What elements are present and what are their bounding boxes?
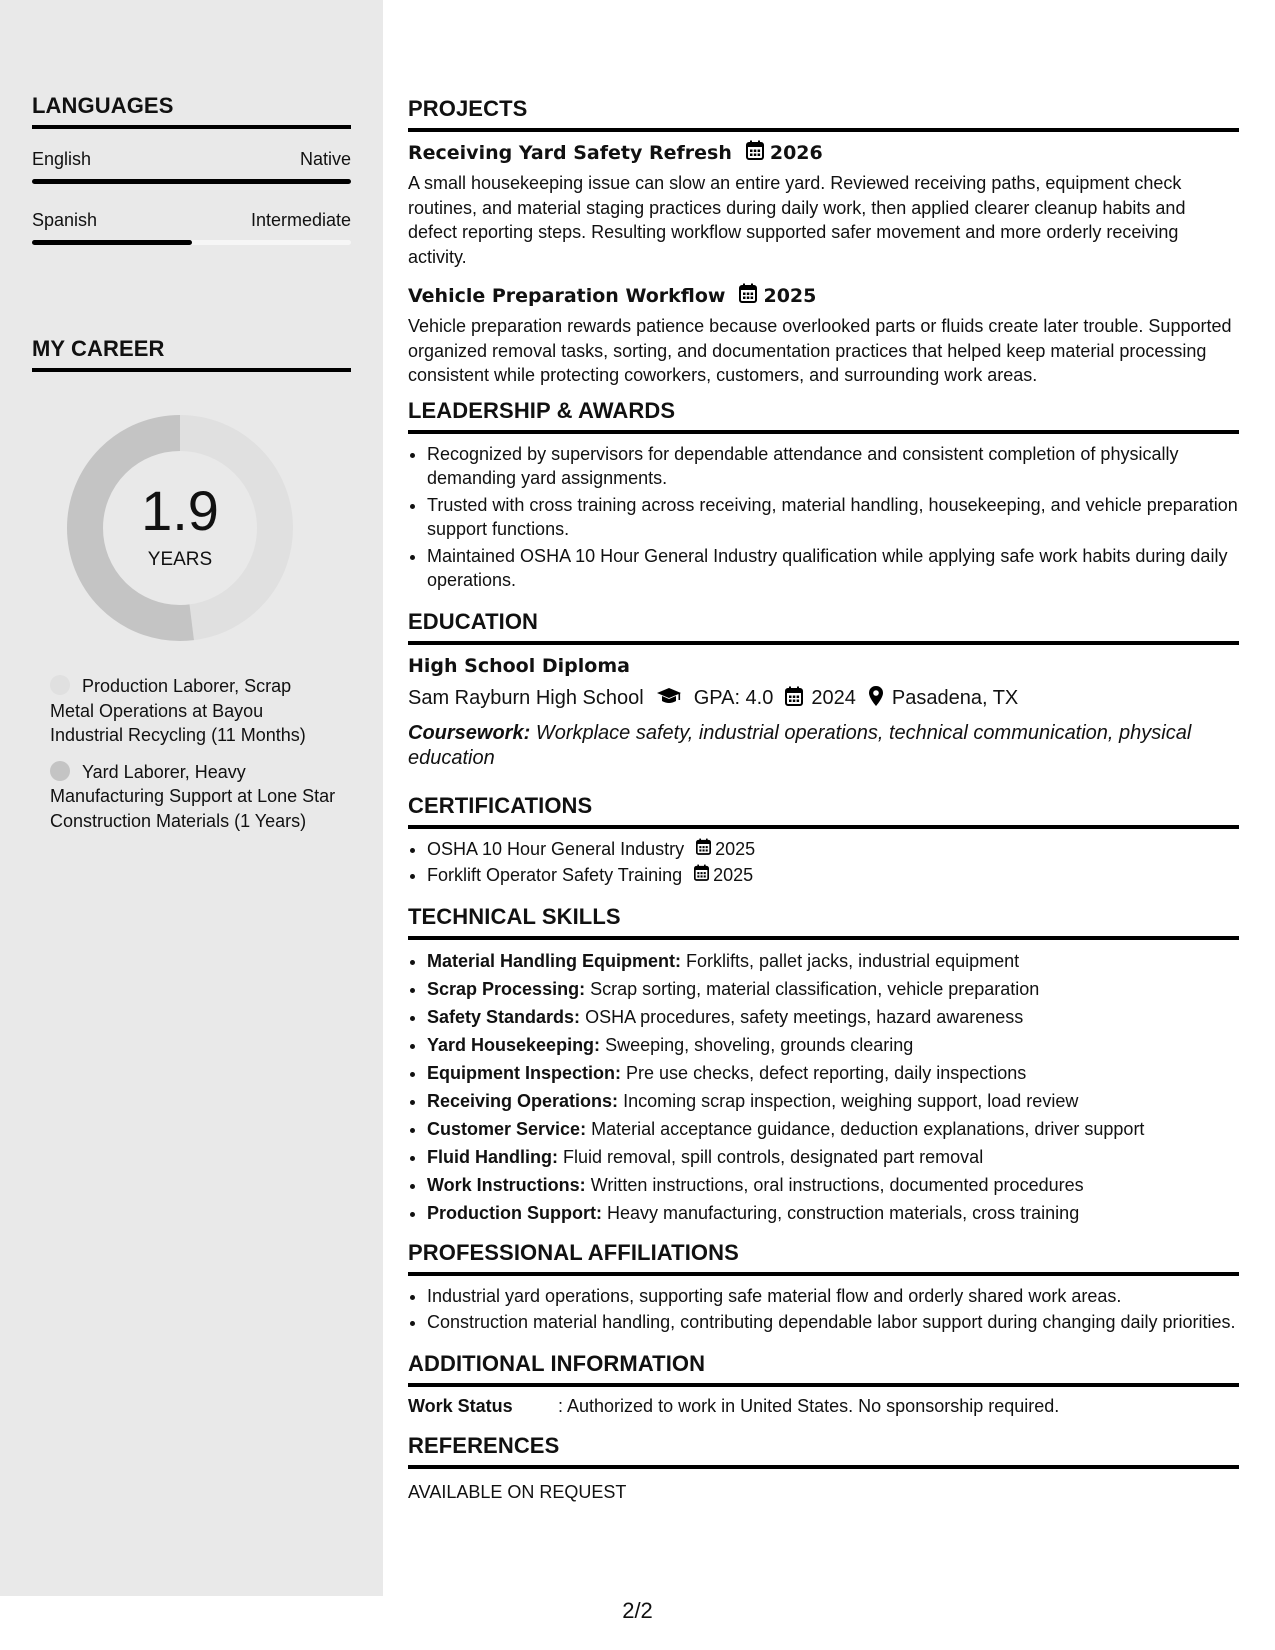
- legend-dot-icon: [50, 675, 70, 695]
- skill-item: [427, 1060, 1239, 1086]
- language-proficiency-bar: [32, 179, 351, 184]
- career-years-unit: YEARS: [147, 549, 213, 570]
- project-year: 2025: [763, 284, 817, 307]
- work-status-value: : Authorized to work in United States. No sponsorship required.: [558, 1395, 1060, 1416]
- legend-dot-icon: [50, 761, 70, 781]
- affiliation-item: • Industrial yard operations, supporting safe material flow and orderly shared work areas.: [427, 1284, 1239, 1309]
- skill-value: Incoming scrap inspection, weighing support, load review: [623, 1090, 1079, 1111]
- work-status-row: [408, 1396, 1239, 1417]
- language-name: Spanish: [32, 210, 98, 230]
- project-name: Vehicle Preparation Workflow: [408, 284, 726, 307]
- project-description: Vehicle preparation rewards patience because overlooked parts or fluids create later trouble. Supported organized removal tasks, sorting, and documentation practices that helped keep material processing consistent while protecting coworkers, customers, and surrounding work areas.: [408, 316, 1232, 385]
- certification-year: 2025: [713, 865, 754, 885]
- career-section: [32, 336, 351, 372]
- career-years-value: 1.9: [141, 479, 219, 542]
- coursework-text: Workplace safety, industrial operations, technical communication, physical education: [408, 721, 1192, 769]
- skill-item: [427, 1144, 1239, 1170]
- education-location: Pasadena, TX: [891, 687, 1019, 709]
- work-status-label: Work Status: [408, 1395, 513, 1416]
- skill-label: Safety Standards:: [427, 1006, 581, 1027]
- language-item: [32, 210, 351, 245]
- career-legend-label: Production Laborer, Scrap Metal Operations at Bayou Industrial Recycling (11 Months): [50, 676, 306, 745]
- career-heading: MY CAREER: [32, 336, 351, 372]
- references-heading: REFERENCES: [408, 1433, 1239, 1469]
- skill-value: Material acceptance guidance, deduction explanations, driver support: [591, 1118, 1145, 1139]
- language-row: [32, 149, 351, 170]
- language-proficiency-fill: [32, 240, 192, 245]
- project-title-row: [408, 140, 1239, 165]
- skill-label: Scrap Processing:: [427, 978, 586, 999]
- career-legend-label: Yard Laborer, Heavy Manufacturing Support at Lone Star Construction Materials (1 Years): [50, 761, 336, 831]
- additional-heading: ADDITIONAL INFORMATION: [408, 1351, 1239, 1387]
- skill-label: Work Instructions:: [427, 1174, 586, 1195]
- language-row: [32, 210, 351, 231]
- skill-label: Production Support:: [427, 1202, 602, 1223]
- career-legend: [50, 674, 340, 845]
- leadership-section: [408, 398, 1239, 593]
- coursework-label: Coursework:: [408, 721, 531, 744]
- skill-label: Material Handling Equipment:: [427, 950, 682, 971]
- language-item: [32, 149, 351, 184]
- project-title-row: [408, 283, 1239, 308]
- skill-item: [427, 1004, 1239, 1030]
- skill-value: Heavy manufacturing, construction materials, cross training: [607, 1202, 1080, 1223]
- skill-label: Equipment Inspection:: [427, 1062, 622, 1083]
- career-legend-item: [50, 674, 340, 748]
- skill-item: [427, 1200, 1239, 1226]
- skill-item: [427, 1172, 1239, 1198]
- education-heading: EDUCATION: [408, 609, 1239, 645]
- skill-value: Fluid removal, spill controls, designated part removal: [563, 1146, 984, 1167]
- projects-list: [408, 140, 1239, 388]
- affiliation-item: • Construction material handling, contributing dependable labor support during changing daily priorities.: [427, 1310, 1239, 1335]
- skill-item: [427, 976, 1239, 1002]
- certification-name: • OSHA 10 Hour General Industry: [427, 838, 685, 859]
- calendar-icon: [694, 863, 709, 888]
- skill-value: Written instructions, oral instructions, documented procedures: [590, 1174, 1084, 1195]
- career-legend-item: [50, 760, 340, 834]
- skill-label: Customer Service:: [427, 1118, 587, 1139]
- certification-row: [427, 837, 755, 862]
- language-proficiency-fill: [32, 179, 351, 184]
- project-description: A small housekeeping issue can slow an entire yard. Reviewed receiving paths, equipment check routines, and material staging practices during daily work, then applied clearer cleanup habits and defect reporting steps. Resulting workflow supported safer movement and more orderly receiving activity.: [408, 173, 1186, 267]
- references-text: AVAILABLE ON REQUEST: [408, 1481, 627, 1502]
- leadership-list: [408, 442, 1239, 593]
- skill-value: Forklifts, pallet jacks, industrial equipment: [686, 950, 1020, 971]
- references-section: [408, 1433, 1239, 1503]
- language-name: English: [32, 149, 92, 169]
- skill-item: [427, 1088, 1239, 1114]
- education-coursework: [408, 721, 1239, 771]
- certifications-heading: CERTIFICATIONS: [408, 793, 1239, 829]
- skill-label: Receiving Operations:: [427, 1090, 619, 1111]
- languages-list: [32, 149, 351, 245]
- calendar-icon: [696, 837, 711, 862]
- affiliations-section: [408, 1240, 1239, 1335]
- graduation-cap-icon: [656, 686, 682, 712]
- education-gpa: GPA: 4.0: [693, 687, 774, 709]
- certification-row: [427, 863, 753, 888]
- calendar-icon: [785, 686, 803, 712]
- leadership-item: • Trusted with cross training across receiving, material handling, housekeeping, and vehicle preparation support functions.: [427, 493, 1239, 542]
- skill-value: Scrap sorting, material classification, vehicle preparation: [590, 978, 1040, 999]
- certification-year: 2025: [715, 838, 756, 859]
- additional-section: [408, 1351, 1239, 1417]
- affiliations-list: [408, 1284, 1239, 1335]
- project-year: 2026: [769, 141, 823, 164]
- certification-name: • Forklift Operator Safety Training: [427, 865, 683, 885]
- sidebar: [0, 0, 383, 1596]
- skill-value: Sweeping, shoveling, grounds clearing: [605, 1034, 914, 1055]
- skill-value: Pre use checks, defect reporting, daily inspections: [626, 1062, 1027, 1083]
- language-level: Native: [299, 149, 351, 169]
- projects-heading: PROJECTS: [408, 96, 1239, 132]
- calendar-icon: [739, 283, 757, 308]
- education-year: 2024: [811, 687, 856, 709]
- skill-label: Yard Housekeeping:: [427, 1034, 601, 1055]
- language-proficiency-bar: [32, 240, 351, 245]
- skill-item: [427, 948, 1239, 974]
- skill-item: [427, 1116, 1239, 1142]
- education-details: [408, 685, 1239, 713]
- skills-heading: TECHNICAL SKILLS: [408, 904, 1239, 940]
- languages-heading: LANGUAGES: [32, 93, 351, 129]
- career-donut-chart: [67, 415, 293, 641]
- main-content: [408, 96, 1239, 1513]
- skills-list: [408, 948, 1239, 1226]
- leadership-item: • Maintained OSHA 10 Hour General Industry qualification while applying safe work habits during daily operations.: [427, 544, 1239, 593]
- skill-value: OSHA procedures, safety meetings, hazard awareness: [585, 1006, 1024, 1027]
- projects-section: [408, 96, 1239, 388]
- skill-label: Fluid Handling:: [427, 1146, 558, 1167]
- affiliations-heading: PROFESSIONAL AFFILIATIONS: [408, 1240, 1239, 1276]
- leadership-item: • Recognized by supervisors for dependable attendance and consistent completion of physically demanding yard assignments.: [427, 442, 1239, 491]
- certification-item: [427, 863, 1239, 888]
- page-number: 2/2: [622, 1598, 653, 1623]
- skill-item: [427, 1032, 1239, 1058]
- location-pin-icon: [868, 685, 884, 713]
- education-school: Sam Rayburn High School: [408, 687, 644, 709]
- certification-item: [427, 837, 1239, 862]
- calendar-icon: [746, 140, 764, 165]
- certifications-list: [408, 837, 1239, 888]
- education-section: [408, 609, 1239, 771]
- languages-section: [32, 93, 351, 245]
- skills-section: [408, 904, 1239, 1226]
- certifications-section: [408, 793, 1239, 888]
- project-name: Receiving Yard Safety Refresh: [408, 141, 732, 164]
- education-degree: High School Diploma: [408, 654, 630, 677]
- language-level: Intermediate: [250, 210, 351, 230]
- leadership-heading: LEADERSHIP & AWARDS: [408, 398, 1239, 434]
